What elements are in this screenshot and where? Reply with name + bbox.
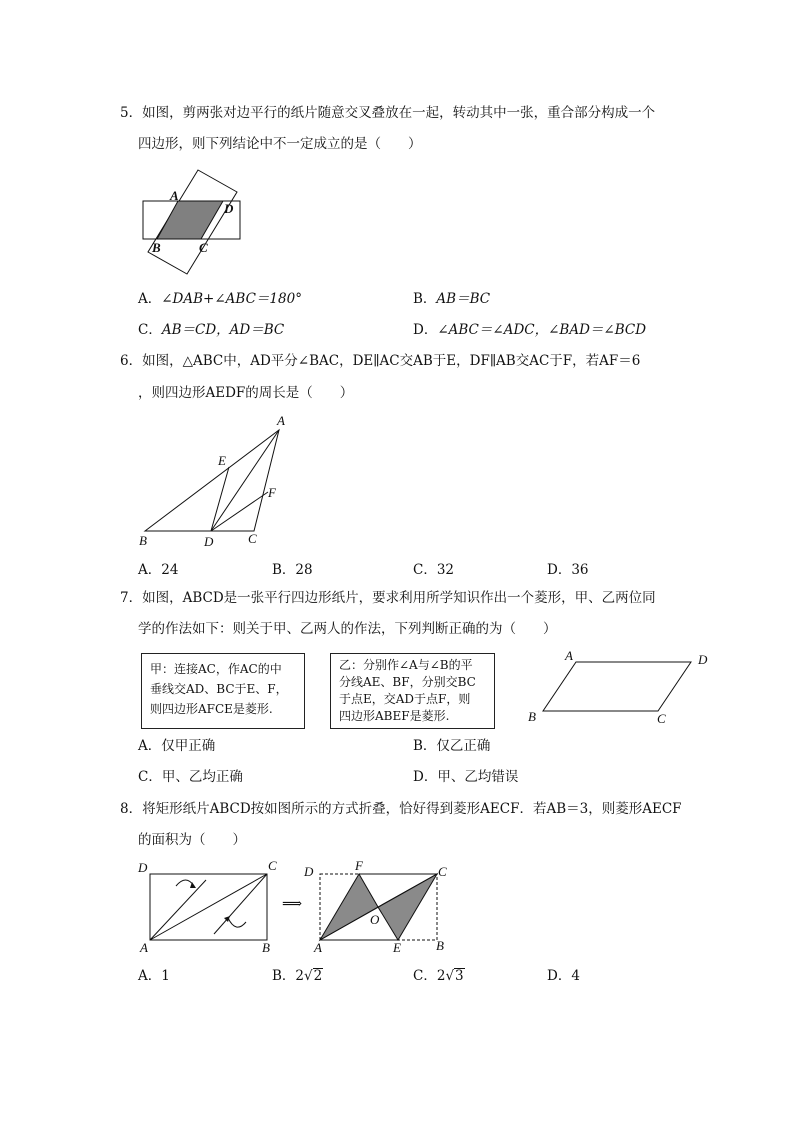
- q7-box1-line: 甲：连接AC，作AC的中: [150, 662, 282, 676]
- q7-box1-line: 则四边形AFCE是菱形.: [150, 702, 273, 716]
- q8-right-label-E: E: [393, 940, 401, 955]
- q6-label-F: F: [268, 485, 276, 500]
- q8-stem-line2: 的面积为（ ）: [138, 832, 246, 848]
- q6-label-B: B: [139, 533, 147, 548]
- q7-option-C[interactable]: C．甲、乙均正确: [138, 769, 243, 785]
- q5-label-D: D: [224, 201, 234, 216]
- q7-label-A: A: [565, 648, 573, 663]
- q6-stem-line2: ，则四边形AEDF的周长是（ ）: [138, 385, 354, 401]
- q8-right-label-F: F: [355, 858, 363, 873]
- q7-option-D[interactable]: D．甲、乙均错误: [413, 769, 519, 785]
- q6-label-A: A: [277, 413, 285, 428]
- q8-right-label-B: B: [436, 938, 444, 953]
- q7-stem-line2: 学的作法如下：则关于甲、乙两人的作法，下列判断正确的为（ ）: [138, 621, 557, 637]
- q5-label-A: A: [170, 188, 179, 203]
- q8-option-B[interactable]: B．2√2: [272, 968, 323, 984]
- q5-label-C: C: [199, 240, 208, 255]
- q7-option-B[interactable]: B．仅乙正确: [413, 738, 491, 754]
- q7-method-jia-box: [141, 653, 305, 729]
- fold-arrow-icon: ⟹: [282, 896, 303, 912]
- q8-left-label-A: A: [140, 940, 148, 955]
- q7-box2-line: 四边形ABEF是菱形.: [339, 709, 450, 723]
- q7-box2-line: 于点E，交AD于点F，则: [339, 692, 471, 706]
- q5-option-D[interactable]: D．∠ABC＝∠ADC，∠BAD＝∠BCD: [413, 322, 647, 338]
- q6-label-C: C: [248, 531, 257, 546]
- q7-method-yi-box: [330, 653, 495, 729]
- q8-left-label-C: C: [268, 858, 277, 873]
- q6-option-D[interactable]: D．36: [547, 562, 589, 578]
- radicand: 2: [313, 968, 323, 984]
- q6-stem-line1: 6．如图，△ABC中，AD平分∠BAC，DE∥AC交AB于E，DF∥AB交AC于F，若AF＝6: [120, 353, 641, 369]
- q7-stem-line1: 7．如图，ABCD是一张平行四边形纸片，要求利用所学知识作出一个菱形，甲、乙两位同: [120, 590, 656, 606]
- q7-label-B: B: [528, 709, 536, 724]
- q5-stem-line2: 四边形，则下列结论中不一定成立的是（ ）: [138, 136, 422, 152]
- q6-label-E: E: [218, 453, 226, 468]
- q8-option-D[interactable]: D．4: [547, 968, 580, 984]
- q6-figure: [136, 412, 296, 552]
- q8-left-label-D: D: [138, 860, 148, 875]
- sqrt-sign: √: [445, 968, 455, 984]
- q8-right-label-D: D: [304, 864, 314, 879]
- q8-right-label-O: O: [370, 912, 380, 927]
- q8-option-A[interactable]: A．1: [138, 968, 170, 984]
- q5-option-C[interactable]: C．AB＝CD，AD＝BC: [138, 322, 285, 338]
- q8-stem-line1: 8．将矩形纸片ABCD按如图所示的方式折叠，恰好得到菱形AECF．若AB＝3，则菱形AECF: [120, 801, 682, 817]
- q8-right-label-A: A: [314, 940, 322, 955]
- q5-figure: [140, 168, 245, 276]
- sqrt-sign: √: [304, 968, 313, 984]
- q7-option-A[interactable]: A．仅甲正确: [138, 738, 216, 754]
- q8-figure-right: [300, 856, 460, 956]
- q8-right-label-C: C: [438, 864, 447, 879]
- q7-figure: [524, 648, 714, 728]
- q6-option-B[interactable]: B．28: [272, 562, 313, 578]
- q6-option-C[interactable]: C．32: [413, 562, 455, 578]
- q5-label-B: B: [152, 240, 161, 255]
- q7-label-C: C: [657, 711, 666, 726]
- q7-box2-line: 分线AE、BF，分别交BC: [339, 675, 476, 689]
- q5-stem-line1: 5．如图，剪两张对边平行的纸片随意交叉叠放在一起，转动其中一张，重合部分构成一个: [120, 105, 656, 121]
- q5-option-B[interactable]: B．AB＝BC: [413, 291, 491, 307]
- q8-figure-left: [136, 856, 286, 956]
- q6-option-A[interactable]: A．24: [138, 562, 179, 578]
- q6-label-D: D: [204, 534, 214, 549]
- radicand: 3: [455, 968, 464, 984]
- q7-box2-line: 乙：分别作∠A与∠B的平: [339, 658, 473, 672]
- q8-left-label-B: B: [262, 940, 270, 955]
- q5-option-A[interactable]: A．∠DAB+∠ABC＝180°: [138, 291, 302, 307]
- q7-label-D: D: [698, 652, 708, 667]
- q7-box1-line: 垂线交AD、BC于E、F，: [150, 682, 288, 696]
- q8-option-C[interactable]: C．2√3: [413, 968, 464, 984]
